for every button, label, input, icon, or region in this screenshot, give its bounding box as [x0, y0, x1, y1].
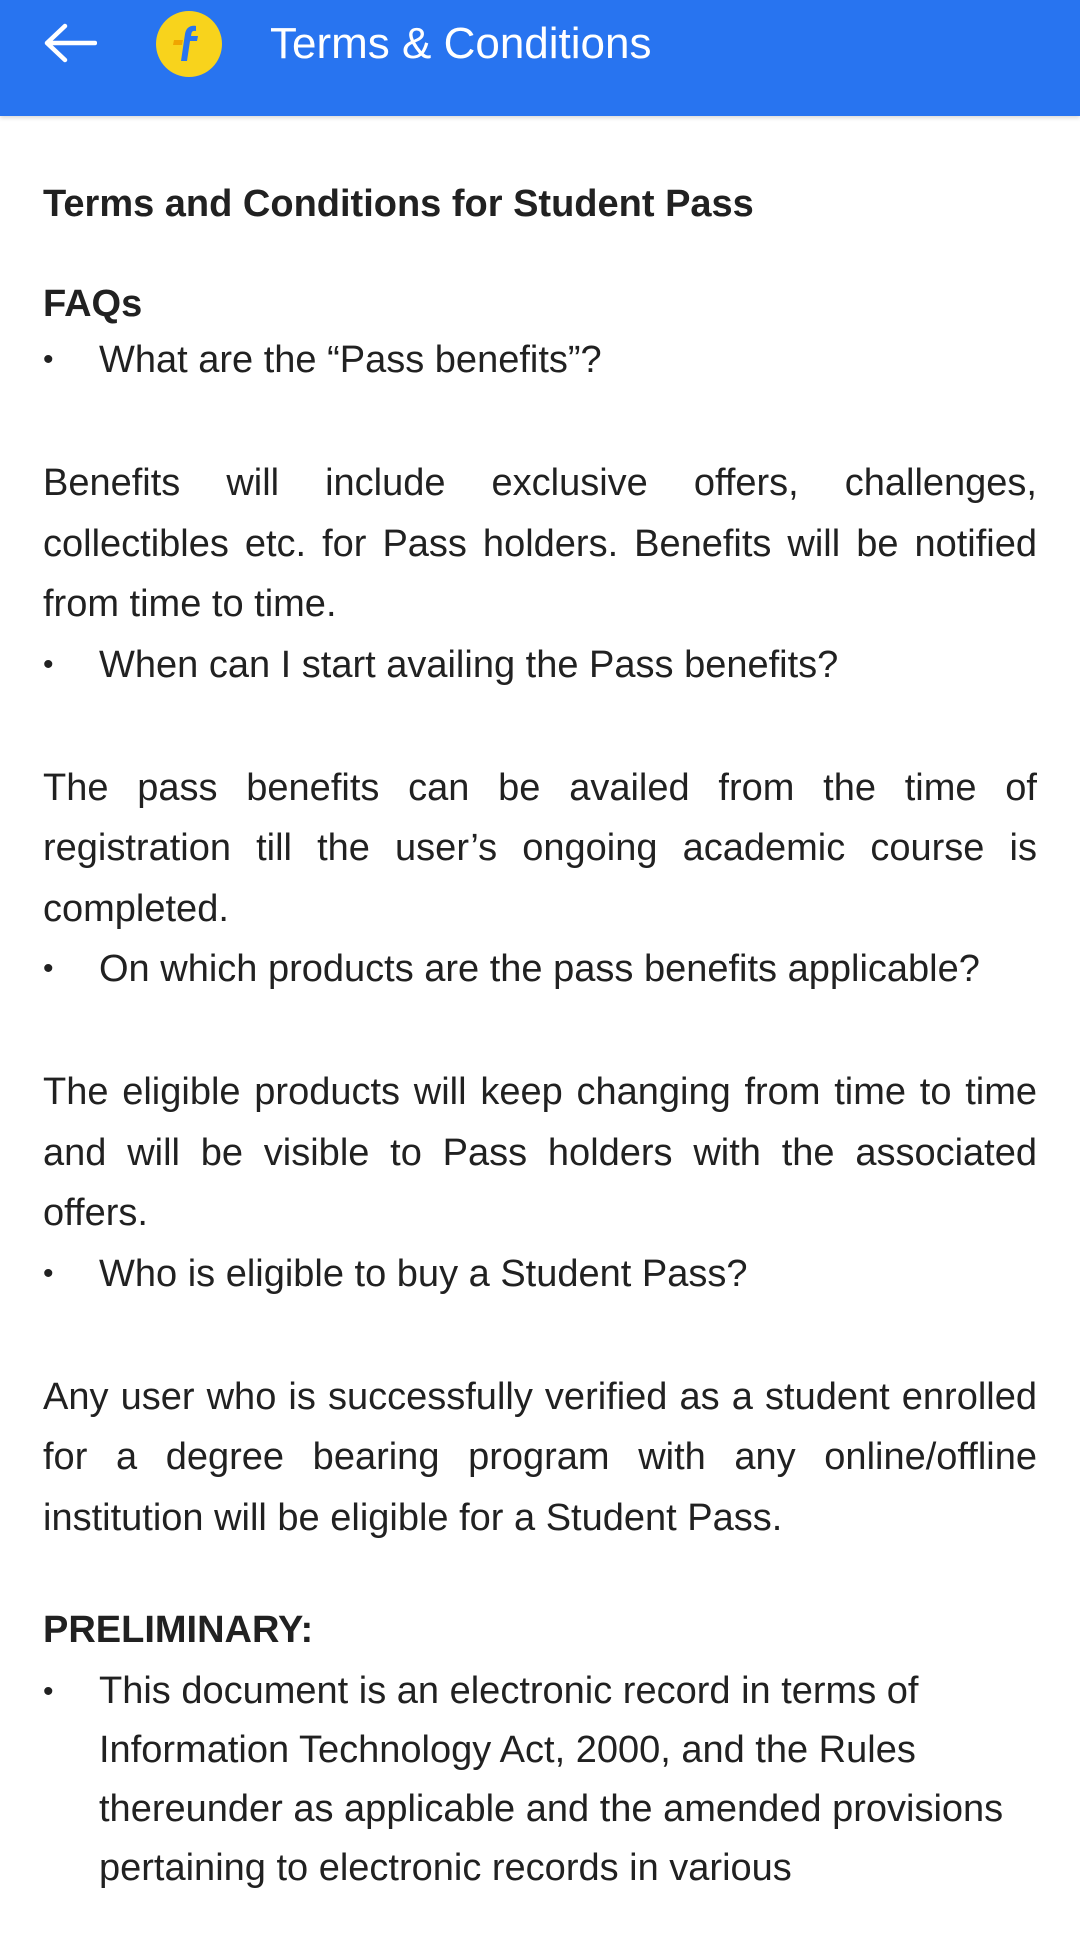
bullet: • [43, 343, 54, 376]
arrow-left-icon [43, 23, 97, 63]
faq-question-text: Who is eligible to buy a Student Pass? [99, 1252, 748, 1295]
document-title: Terms and Conditions for Student Pass [43, 183, 754, 225]
faq-question [43, 635, 1037, 695]
faq-item [43, 330, 1037, 635]
faq-answer: Benefits will include exclusive offers, challenges, collectibles etc. for Pass holders. Benefits will be notified from time to time. [43, 462, 1037, 625]
app-bar [0, 0, 1080, 116]
faq-answer: The pass benefits can be availed from the time of registration till the user’s ongoing academic course is completed. [43, 766, 1037, 930]
bullet: • [43, 647, 54, 681]
preliminary-item [43, 1662, 1037, 1898]
bullet: • [43, 1675, 54, 1708]
faq-question [43, 1244, 1037, 1304]
faq-answer: The eligible products will keep changing from time to time and will be visible to Pass holders with the associated offers. [43, 1071, 1037, 1234]
faq-question-text: What are the “Pass benefits”? [99, 339, 602, 381]
faq-heading: FAQs [43, 283, 143, 325]
preliminary-item-text: This document is an electronic record in terms of Information Technology Act, 2000, and the Rules thereunder as applicable and the amended provisions pertaining to electronic records in various [99, 1670, 1004, 1889]
preliminary-heading: PRELIMINARY: [43, 1609, 314, 1651]
faq-item [43, 1244, 1037, 1549]
back-button[interactable] [30, 8, 110, 78]
terms-document [43, 116, 1037, 1898]
faq-question-text: When can I start availing the Pass benefits? [99, 643, 839, 686]
faq-answer: Any user who is successfully verified as a student enrolled for a degree bearing program with any online/offline institution will be eligible for a Student Pass. [43, 1375, 1037, 1539]
page-title: Terms & Conditions [270, 19, 652, 68]
faq-question-text: On which products are the pass benefits applicable? [99, 948, 980, 990]
faq-question [43, 330, 1037, 390]
faq-item [43, 939, 1037, 1244]
bullet: • [43, 1256, 54, 1290]
faq-item [43, 635, 1037, 940]
flipkart-logo-icon [156, 11, 222, 77]
bullet: • [43, 952, 54, 985]
faq-question [43, 939, 1037, 999]
